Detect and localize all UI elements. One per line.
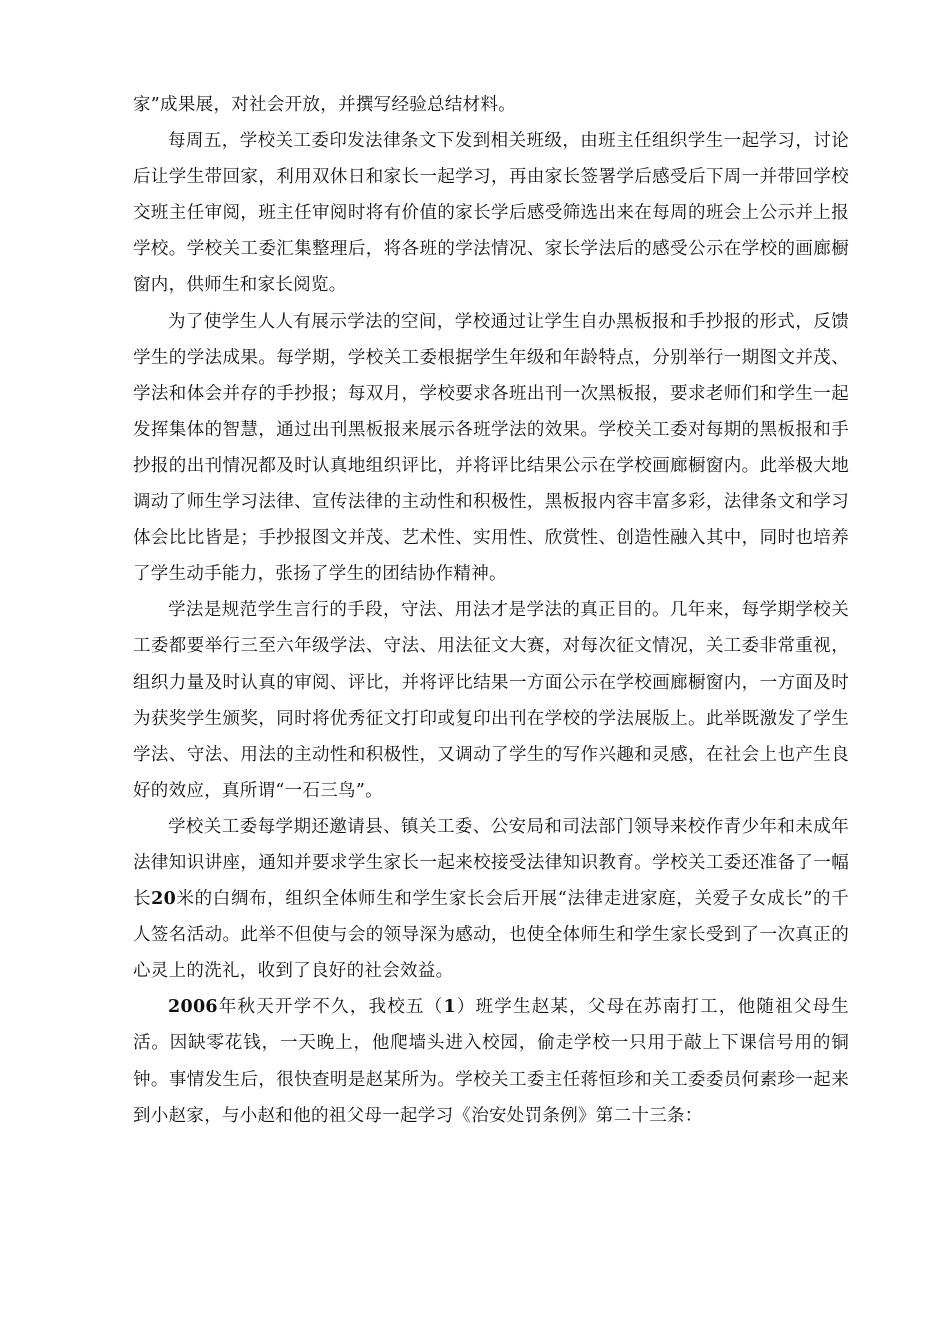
document-page bbox=[133, 87, 849, 1134]
paragraph-3: 为了使学生人人有展示学法的空间，学校通过让学生自办黑板报和手抄报的形式，反馈学生的学法成果。每学期，学校关工委根据学生年级和年龄特点，分别举行一期图文并茂、学法和体会并存的手抄报；每双月，学校要求各班出刊一次黑板报，要求老师们和学生一起发挥集体的智慧，通过出刊黑板报来展示各班学法的效果。学校关工委对每期的黑板报和手抄报的出刊情况都及时认真地组织评比，并将评比结果公示在学校画廊橱窗内。此举极大地调动了师生学习法律、宣传法律的主动性和积极性，黑板报内容丰富多彩，法律条文和学习体会比比皆是；手抄报图文并茂、艺术性、实用性、欣赏性、创造性融入其中，同时也培养了学生动手能力，张扬了学生的团结协作精神。 bbox=[133, 311, 849, 585]
paragraph-1: 家”成果展，对社会开放，并撰写经验总结材料。 bbox=[133, 95, 517, 115]
paragraph-4: 学法是规范学生言行的手段，守法、用法才是学法的真正目的。几年来，每学期学校关工委都要举行三至六年级学法、守法、用法征文大赛，对每次征文情况，关工委非常重视，组织力量及时认真的审阅、评比，并将评比结果一方面公示在学校画廊橱窗内，一方面及时为获奖学生颁奖，同时将优秀征文打印或复印出刊在学校的学法展版上。此举既激发了学生学法、守法、用法的主动性和积极性，又调动了学生的写作兴趣和灵感，在社会上也产生良好的效应，真所谓“一石三鸟”。 bbox=[133, 600, 849, 801]
paragraph-5: 学校关工委每学期还邀请县、镇关工委、公安局和司法部门领导来校作青少年和未成年法律知识讲座，通知并要求学生家长一起来校接受法律知识教育。学校关工委还准备了一幅长20米的白绸布，组织全体师生和学生家长会后开展“法律走进家庭，关爱子女成长”的千人签名活动。此举不但使与会的领导深为感动，也使全体师生和学生家长受到了一次真正的心灵上的洗礼，收到了良好的社会效益。 bbox=[133, 816, 849, 982]
paragraph-6: 2006年秋天开学不久，我校五（1）班学生赵某，父母在苏南打工，他随祖父母生活。因缺零花钱，一天晚上，他爬墙头进入校园，偷走学校一只用于敲上下课信号用的铜钟。事情发生后，很快查明是赵某所为。学校关工委主任蒋恒珍和关工委委员何素珍一起来到小赵家，与小赵和他的祖父母一起学习《治安处罚条例》第二十三条： bbox=[133, 997, 849, 1126]
paragraph-2: 每周五，学校关工委印发法律条文下发到相关班级，由班主任组织学生一起学习，讨论后让学生带回家，利用双休日和家长一起学习，再由家长签署学后感受后下周一并带回学校交班主任审阅，班主任审阅时将有价值的家长学后感受筛选出来在每周的班会上公示并上报学校。学校关工委汇集整理后，将各班的学法情况、家长学法后的感受公示在学校的画廊橱窗内，供师生和家长阅览。 bbox=[133, 131, 849, 296]
